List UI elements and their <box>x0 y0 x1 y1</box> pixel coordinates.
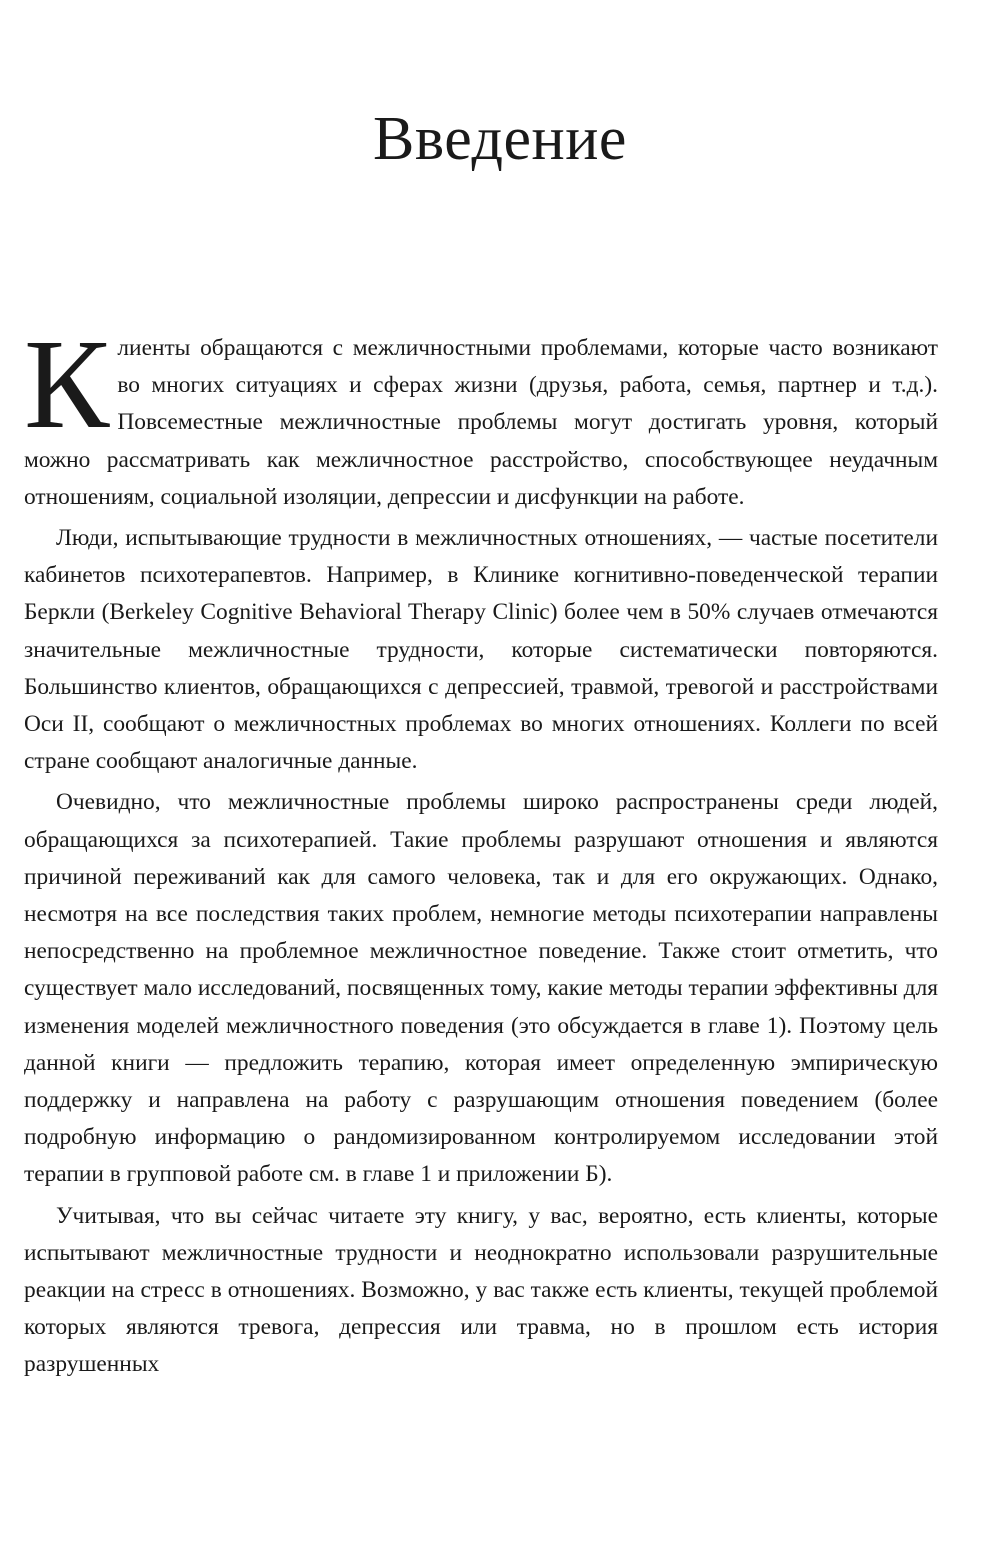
paragraph-1-text: лиенты обращаются с межличностными проблемами, которые часто возникают во многих ситуациях и сферах жизни (друзья, работа, семья, партнер и т.д.). Повсеместные межличностные проблемы могут достигать уровня, который можно рассматривать как межличностное расстройство, способствующее неудачным отношениям, социальной изоляции, депрессии и дисфункции на работе. <box>24 335 938 510</box>
chapter-body <box>24 313 938 1384</box>
paragraph-4: Учитывая, что вы сейчас читаете эту книгу, у вас, вероятно, есть клиенты, которые испытывают межличностные трудности и неоднократно использовали разрушительные реакции на стресс в отношениях. Возможно, у вас также есть клиенты, текущей проблемой которых являются тревога, депрессия или травма, но в прошлом есть история разрушенных <box>24 1202 938 1378</box>
drop-cap: К <box>24 313 110 455</box>
chapter-title: Введение <box>373 105 627 173</box>
paragraph-3: Очевидно, что межличностные проблемы широко распространены среди людей, обращающихся за психотерапией. Такие проблемы разрушают отношения и являются причиной переживаний как для самого человека, так и для его окружающих. Однако, несмотря на все последствия таких проблем, немногие методы психотерапии направлены непосредственно на проблемное межличностное поведение. Также стоит отметить, что существует мало исследований, посвященных тому, какие методы терапии эффективны для изменения моделей межличностного поведения (это обсуждается в главе 1). Поэтому цель данной книги — предложить терапию, которая имеет определенную эмпирическую поддержку и направлена на работу с разрушающим отношения поведением (более подробную информацию о рандомизированном контролируемом исследовании этой терапии в групповой работе см. в главе 1 и приложении Б). <box>24 789 938 1188</box>
paragraph-1 <box>24 313 938 516</box>
paragraph-2: Люди, испытывающие трудности в межличностных отношениях, — частые посетители кабинетов психотерапевтов. Например, в Клинике когнитивно-поведенческой терапии Беркли (Berkeley Cognitive Behavioral Therapy Clinic) более чем в 50% случаев отмечаются значительные межличностные трудности, которые систематически повторяются. Большинство клиентов, обращающихся с депрессией, травмой, тревогой и расстройствами Оси II, сообщают о межличностных проблемах во многих отношениях. Коллеги по всей стране сообщают аналогичные данные. <box>24 525 938 775</box>
